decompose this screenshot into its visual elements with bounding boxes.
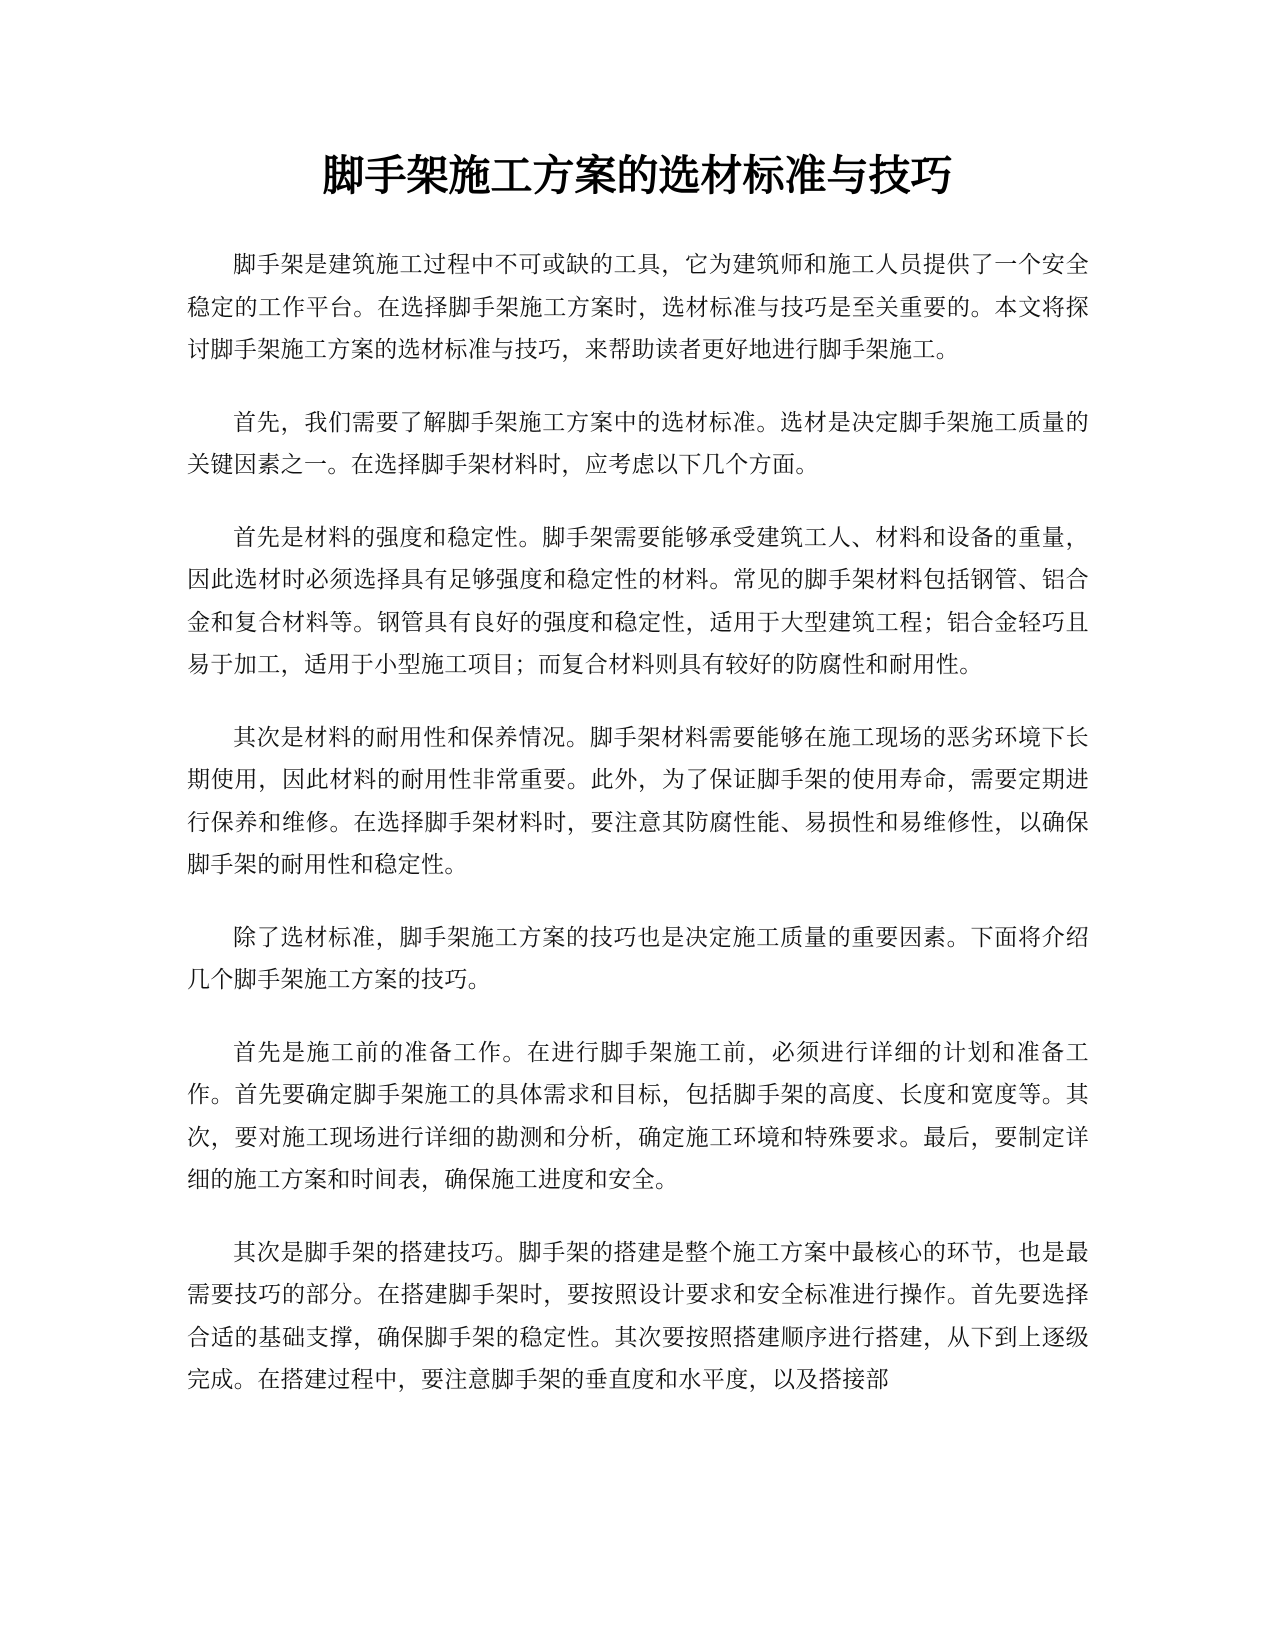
paragraph-6: 首先是施工前的准备工作。在进行脚手架施工前，必须进行详细的计划和准备工作。首先要确定脚手架施工的具体需求和目标，包括脚手架的高度、长度和宽度等。其次，要对施工现场进行详细的勘测和分析，确定施工环境和特殊要求。最后，要制定详细的施工方案和时间表，确保施工进度和安全。 [187, 1039, 1089, 1193]
paragraph-1: 脚手架是建筑施工过程中不可或缺的工具，它为建筑师和施工人员提供了一个安全稳定的工作平台。在选择脚手架施工方案时，选材标准与技巧是至关重要的。本文将探讨脚手架施工方案的选材标准与技巧，来帮助读者更好地进行脚手架施工。 [187, 252, 1089, 363]
paragraph-3: 首先是材料的强度和稳定性。脚手架需要能够承受建筑工人、材料和设备的重量，因此选材时必须选择具有足够强度和稳定性的材料。常见的脚手架材料包括钢管、铝合金和复合材料等。钢管具有良好的强度和稳定性，适用于大型建筑工程；铝合金轻巧且易于加工，适用于小型施工项目；而复合材料则具有较好的防腐性和耐用性。 [187, 524, 1089, 678]
paragraph-7: 其次是脚手架的搭建技巧。脚手架的搭建是整个施工方案中最核心的环节，也是最需要技巧的部分。在搭建脚手架时，要按照设计要求和安全标准进行操作。首先要选择合适的基础支撑，确保脚手架的稳定性。其次要按照搭建顺序进行搭建，从下到上逐级完成。在搭建过程中，要注意脚手架的垂直度和水平度，以及搭接部 [187, 1239, 1089, 1393]
paragraph-2: 首先，我们需要了解脚手架施工方案中的选材标准。选材是决定脚手架施工质量的关键因素之一。在选择脚手架材料时，应考虑以下几个方面。 [187, 409, 1089, 478]
paragraph-5: 除了选材标准，脚手架施工方案的技巧也是决定施工质量的重要因素。下面将介绍几个脚手架施工方案的技巧。 [187, 924, 1089, 993]
document-body [187, 244, 1089, 1432]
document-title: 脚手架施工方案的选材标准与技巧 [322, 151, 953, 200]
paragraph-4: 其次是材料的耐用性和保养情况。脚手架材料需要能够在施工现场的恶劣环境下长期使用，因此材料的耐用性非常重要。此外，为了保证脚手架的使用寿命，需要定期进行保养和维修。在选择脚手架材料时，要注意其防腐性能、易损性和易维修性，以确保脚手架的耐用性和稳定性。 [187, 724, 1089, 878]
